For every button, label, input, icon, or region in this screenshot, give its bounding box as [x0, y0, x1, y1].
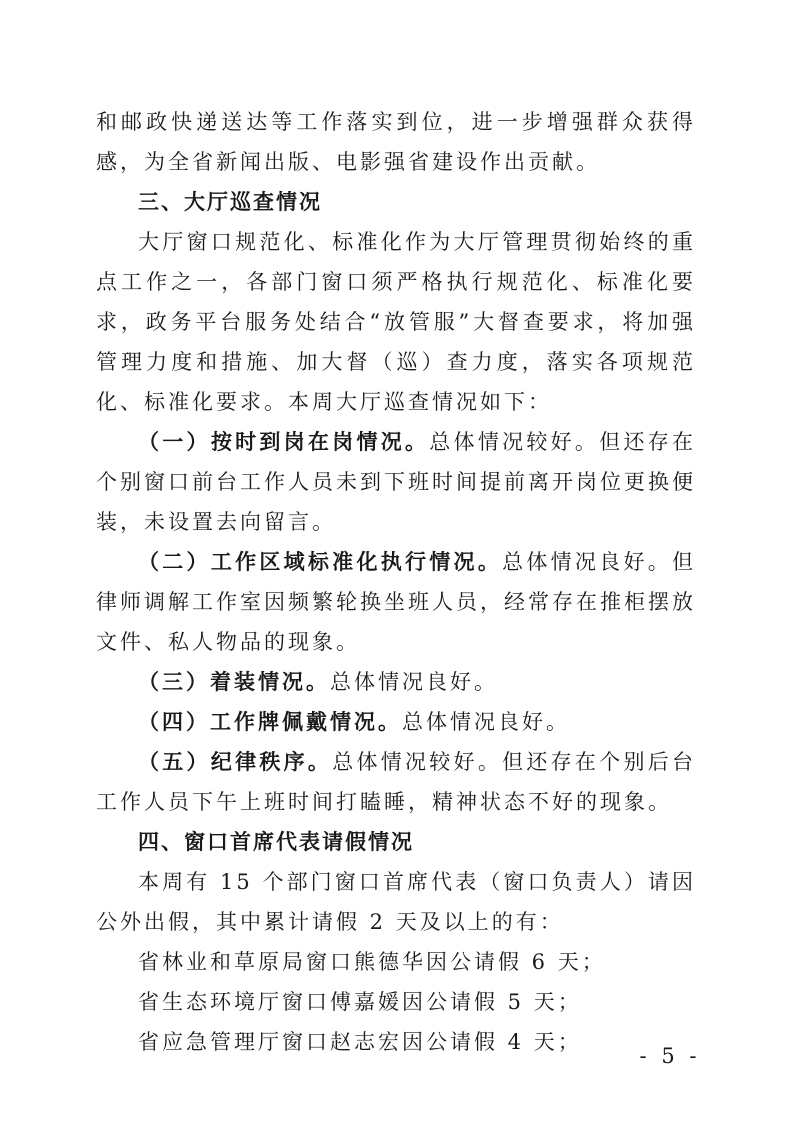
inspection-item-1-body: 总体情况较好。但还存在个别窗口前台工作人员未到下班时间提前离开岗位更换便装，未设置去向留言。: [96, 430, 697, 534]
paragraph-hall-inspection: 大厅窗口规范化、标准化作为大厅管理贯彻始终的重点工作之一，各部门窗口须严格执行规范化、标准化要求，政务平台服务处结合“放管服”大督查要求，将加强管理力度和措施、加大督（巡）查力度，落实各项规范化、标准化要求。本周大厅巡查情况如下：: [96, 230, 696, 414]
inspection-item-3-body: 总体情况良好。: [330, 670, 498, 694]
inspection-item-3: [96, 662, 696, 702]
inspection-item-1-title: （一）按时到岗在岗情况。: [138, 429, 430, 454]
inspection-item-4-title: （四）工作牌佩戴情况。: [138, 709, 402, 734]
inspection-item-4: [96, 702, 696, 742]
inspection-item-2-body: 总体情况良好。但律师调解工作室因频繁轮换坐班人员，经常存在推柜摆放文件、私人物品的现象。: [96, 550, 697, 654]
inspection-item-5: [96, 742, 696, 822]
paragraph-leave-summary: 本周有 15 个部门窗口首席代表（窗口负责人）请因公外出假，其中累计请假 2 天及以上的有：: [96, 870, 696, 934]
section-heading-3: 三、大厅巡查情况: [138, 190, 322, 214]
inspection-item-2-title: （二）工作区域标准化执行情况。: [138, 549, 503, 574]
inspection-item-1: [96, 422, 696, 542]
leave-list-item-1: 省林业和草原局窗口熊德华因公请假 6 天；: [138, 950, 606, 974]
inspection-item-5-body: 总体情况较好。但还存在个别后台工作人员下午上班时间打瞌睡，精神状态不好的现象。: [96, 750, 697, 814]
leave-list-item-2: 省生态环境厅窗口傅嘉媛因公请假 5 天；: [138, 990, 582, 1014]
document-body: [96, 102, 696, 1062]
paragraph-continuation: 和邮政快递送达等工作落实到位，进一步增强群众获得感，为全省新闻出版、电影强省建设作出贡献。: [96, 110, 696, 174]
leave-list-item-3: 省应急管理厅窗口赵志宏因公请假 4 天；: [138, 1030, 582, 1054]
inspection-item-5-title: （五）纪律秩序。: [138, 749, 333, 774]
section-heading-4: 四、窗口首席代表请假情况: [138, 830, 414, 854]
inspection-item-3-title: （三）着装情况。: [138, 669, 330, 694]
inspection-item-4-body: 总体情况良好。: [402, 710, 570, 734]
page-number: - 5 -: [639, 1044, 701, 1068]
inspection-item-2: [96, 542, 696, 662]
